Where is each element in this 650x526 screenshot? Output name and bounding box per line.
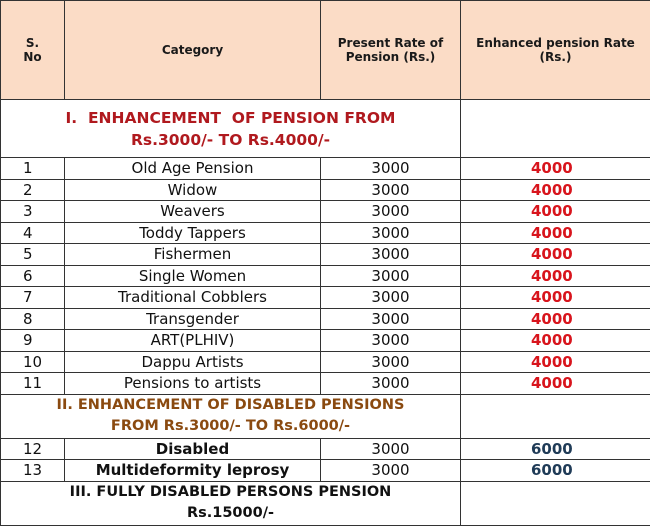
row-present-rate: 3000	[321, 460, 461, 482]
row-category: Transgender	[65, 308, 321, 330]
section-1-row	[1, 100, 650, 158]
row-present-rate: 3000	[321, 201, 461, 223]
row-sno: 13	[1, 460, 65, 482]
row-sno: 10	[1, 351, 65, 373]
section-3-row	[1, 481, 650, 525]
table-row	[1, 222, 650, 244]
row-category: Traditional Cobblers	[65, 287, 321, 309]
header-category: Category	[65, 1, 321, 100]
section-3-empty-cell	[461, 481, 650, 525]
row-present-rate: 3000	[321, 265, 461, 287]
table-row	[1, 287, 650, 309]
row-sno: 1	[1, 158, 65, 180]
table-row	[1, 373, 650, 395]
section-2-row	[1, 394, 650, 438]
row-category: Weavers	[65, 201, 321, 223]
row-category: Pensions to artists	[65, 373, 321, 395]
section-2-title-line1: II. ENHANCEMENT OF DISABLED PENSIONS	[1, 395, 460, 416]
header-present-rate: Present Rate of Pension (Rs.)	[321, 1, 461, 100]
row-present-rate: 3000	[321, 438, 461, 460]
row-enhanced-rate: 6000	[461, 460, 650, 482]
table-row	[1, 244, 650, 266]
section-1-title-line2: Rs.3000/- TO Rs.4000/-	[1, 129, 460, 151]
row-enhanced-rate: 6000	[461, 438, 650, 460]
header-enhanced-rate: Enhanced pension Rate (Rs.)	[461, 1, 650, 100]
row-category: Fishermen	[65, 244, 321, 266]
row-category: Single Women	[65, 265, 321, 287]
header-sno	[1, 1, 65, 100]
table-row	[1, 438, 650, 460]
row-sno: 4	[1, 222, 65, 244]
row-sno: 12	[1, 438, 65, 460]
row-category: Toddy Tappers	[65, 222, 321, 244]
table-row	[1, 330, 650, 352]
row-enhanced-rate: 4000	[461, 158, 650, 180]
row-category: ART(PLHIV)	[65, 330, 321, 352]
section-2-title	[1, 394, 461, 438]
row-enhanced-rate: 4000	[461, 351, 650, 373]
row-enhanced-rate: 4000	[461, 179, 650, 201]
header-sno-text: S. No	[23, 36, 41, 64]
row-enhanced-rate: 4000	[461, 222, 650, 244]
row-present-rate: 3000	[321, 158, 461, 180]
row-enhanced-rate: 4000	[461, 201, 650, 223]
section-1-title-line1: I. ENHANCEMENT OF PENSION FROM	[1, 107, 460, 129]
row-present-rate: 3000	[321, 330, 461, 352]
table-row	[1, 179, 650, 201]
section-2-title-line2: FROM Rs.3000/- TO Rs.6000/-	[1, 416, 460, 437]
row-enhanced-rate: 4000	[461, 265, 650, 287]
row-present-rate: 3000	[321, 287, 461, 309]
row-present-rate: 3000	[321, 222, 461, 244]
header-row	[1, 1, 650, 100]
section-1-empty-cell	[461, 100, 650, 158]
row-sno: 5	[1, 244, 65, 266]
row-sno: 6	[1, 265, 65, 287]
section-2-empty-cell	[461, 394, 650, 438]
row-sno: 11	[1, 373, 65, 395]
row-sno: 8	[1, 308, 65, 330]
row-enhanced-rate: 4000	[461, 330, 650, 352]
row-enhanced-rate: 4000	[461, 244, 650, 266]
row-enhanced-rate: 4000	[461, 287, 650, 309]
section-3-title-line2: Rs.15000/-	[1, 503, 460, 524]
table-row	[1, 351, 650, 373]
row-sno: 7	[1, 287, 65, 309]
row-category: Dappu Artists	[65, 351, 321, 373]
row-category: Multideformity leprosy	[65, 460, 321, 482]
table-row	[1, 158, 650, 180]
row-category: Disabled	[65, 438, 321, 460]
row-present-rate: 3000	[321, 351, 461, 373]
section-1-title	[1, 100, 461, 158]
row-category: Old Age Pension	[65, 158, 321, 180]
table-row	[1, 460, 650, 482]
table-row	[1, 308, 650, 330]
section-3-title	[1, 481, 461, 525]
row-enhanced-rate: 4000	[461, 373, 650, 395]
row-present-rate: 3000	[321, 308, 461, 330]
row-sno: 2	[1, 179, 65, 201]
row-present-rate: 3000	[321, 244, 461, 266]
row-category: Widow	[65, 179, 321, 201]
row-sno: 9	[1, 330, 65, 352]
table-row	[1, 265, 650, 287]
row-enhanced-rate: 4000	[461, 308, 650, 330]
section-3-title-line1: III. FULLY DISABLED PERSONS PENSION	[1, 482, 460, 503]
row-present-rate: 3000	[321, 373, 461, 395]
table-row	[1, 201, 650, 223]
row-present-rate: 3000	[321, 179, 461, 201]
row-sno: 3	[1, 201, 65, 223]
